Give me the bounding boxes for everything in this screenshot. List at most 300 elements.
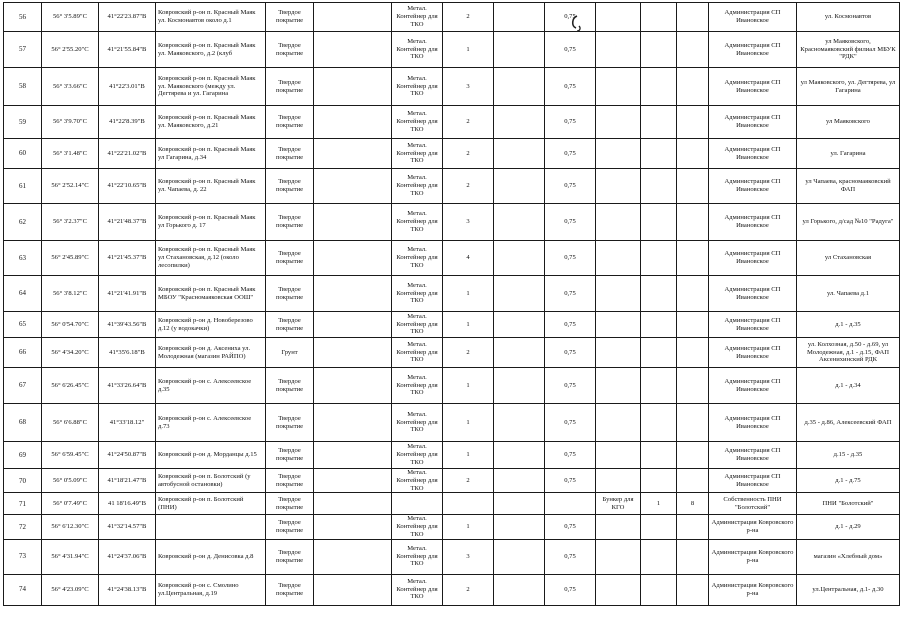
blank-cell — [314, 32, 392, 68]
bunker-count-cell — [641, 32, 677, 68]
surface-cell: Твердое покрытие — [266, 493, 314, 515]
longitude-cell: 41°24'38.13"В — [99, 574, 156, 605]
container-volume-cell: 0,75 — [545, 312, 596, 338]
container-volume-cell: 0,75 — [545, 276, 596, 312]
blank-cell — [494, 3, 545, 32]
blank-cell — [494, 493, 545, 515]
bunker-type-cell — [596, 32, 641, 68]
container-count-cell: 2 — [443, 469, 494, 493]
address-cell: Ковровский р-он п. Красный Маяк ул. Космонавтов около д.1 — [156, 3, 266, 32]
container-count-cell: 2 — [443, 574, 494, 605]
longitude-cell: 41°22'23.87"В — [99, 3, 156, 32]
row-number: 70 — [4, 469, 42, 493]
address-cell: Ковровский р-он п. Красный Маяк ул Стахановская, д.12 (около лесопилки) — [156, 241, 266, 276]
container-volume-cell: 0,75 — [545, 368, 596, 404]
owner-cell: Администрация СП Ивановское — [709, 404, 797, 442]
bunker-type-cell — [596, 106, 641, 139]
waste-source-cell: ул Стахановская — [797, 241, 900, 276]
blank-cell — [314, 515, 392, 539]
address-cell: Ковровский р-он п. Красный Маяк ул. Маяковского (между ул. Дегтярева и ул. Гагарина — [156, 68, 266, 106]
latitude-cell: 56° 6'12.30"С — [42, 515, 99, 539]
table-body — [4, 3, 900, 606]
container-count-cell: 3 — [443, 539, 494, 574]
latitude-cell: 56° 2'45.89"С — [42, 241, 99, 276]
address-cell: Ковровский р-он п. Красный Маяк ул Горького д. 17 — [156, 204, 266, 241]
container-volume-cell: 0,75 — [545, 68, 596, 106]
container-volume-cell: 0,75 — [545, 515, 596, 539]
surface-cell: Твердое покрытие — [266, 68, 314, 106]
table-row — [4, 338, 900, 368]
owner-cell: Собственность ПНИ "Болотский" — [709, 493, 797, 515]
blank-cell — [494, 539, 545, 574]
table-row — [4, 204, 900, 241]
owner-cell: Администрация СП Ивановское — [709, 442, 797, 469]
container-volume-cell: 0,75 — [545, 241, 596, 276]
container-type-cell: Метал. Контейнер для ТКО — [392, 241, 443, 276]
bunker-type-cell — [596, 312, 641, 338]
bunker-type-cell — [596, 338, 641, 368]
table-row — [4, 312, 900, 338]
row-number: 58 — [4, 68, 42, 106]
latitude-cell: 56° 3'8.12"С — [42, 276, 99, 312]
blank-cell — [314, 68, 392, 106]
container-type-cell: Метал. Контейнер для ТКО — [392, 539, 443, 574]
waste-source-cell: д.1 - д.29 — [797, 515, 900, 539]
address-cell: Ковровский р-он п. Болотский (ПНИ) — [156, 493, 266, 515]
latitude-cell: 56° 0'5.09"С — [42, 469, 99, 493]
blank-cell — [314, 204, 392, 241]
address-cell: Ковровский р-он д. Новоберезово д.12 (у водокачки) — [156, 312, 266, 338]
bunker-volume-cell — [677, 442, 709, 469]
surface-cell: Грунт — [266, 338, 314, 368]
blank-cell — [314, 469, 392, 493]
container-volume-cell: 0,75 — [545, 169, 596, 204]
surface-cell: Твердое покрытие — [266, 241, 314, 276]
row-number: 67 — [4, 368, 42, 404]
bunker-volume-cell — [677, 276, 709, 312]
bunker-type-cell — [596, 404, 641, 442]
waste-source-cell: ул Маяковского, Красномаяковский филиал МБУК "РДК" — [797, 32, 900, 68]
owner-cell: Администрация Ковровского р-на — [709, 574, 797, 605]
bunker-count-cell — [641, 338, 677, 368]
blank-cell — [314, 442, 392, 469]
blank-cell — [494, 368, 545, 404]
row-number: 56 — [4, 3, 42, 32]
container-type-cell: Метал. Контейнер для ТКО — [392, 574, 443, 605]
waste-source-cell: д.1 - д.34 — [797, 368, 900, 404]
row-number: 62 — [4, 204, 42, 241]
bunker-count-cell — [641, 106, 677, 139]
latitude-cell: 56° 2'52.14"С — [42, 169, 99, 204]
row-number: 71 — [4, 493, 42, 515]
container-volume-cell: 0,75 — [545, 574, 596, 605]
latitude-cell: 56° 4'23.09"С — [42, 574, 99, 605]
bunker-count-cell — [641, 312, 677, 338]
container-type-cell: Метал. Контейнер для ТКО — [392, 442, 443, 469]
bunker-volume-cell — [677, 241, 709, 276]
container-count-cell: 2 — [443, 139, 494, 169]
table-row — [4, 3, 900, 32]
longitude-cell: 41°21'55.84"В — [99, 32, 156, 68]
surface-cell: Твердое покрытие — [266, 368, 314, 404]
container-type-cell: Метал. Контейнер для ТКО — [392, 106, 443, 139]
address-cell: Ковровский р-он п. Красный Маяк ул. Чапаева, д. 22 — [156, 169, 266, 204]
container-type-cell: Метал. Контейнер для ТКО — [392, 276, 443, 312]
container-count-cell: 1 — [443, 442, 494, 469]
surface-cell: Твердое покрытие — [266, 404, 314, 442]
blank-cell — [314, 106, 392, 139]
longitude-cell: 41°33'26.64"В — [99, 368, 156, 404]
blank-cell — [314, 3, 392, 32]
table-row — [4, 368, 900, 404]
bunker-type-cell — [596, 469, 641, 493]
bunker-volume-cell — [677, 469, 709, 493]
address-cell: Ковровский р-он п. Красный Маяк МБОУ "Красномаяковская ООШ" — [156, 276, 266, 312]
waste-source-cell: ул Маяковского, ул. Дегтярева, ул Гагарина — [797, 68, 900, 106]
bunker-count-cell — [641, 515, 677, 539]
container-type-cell: Метал. Контейнер для ТКО — [392, 404, 443, 442]
container-volume-cell: 0,75 — [545, 106, 596, 139]
waste-sites-table — [3, 2, 900, 606]
table-row — [4, 139, 900, 169]
bunker-volume-cell — [677, 204, 709, 241]
blank-cell — [314, 276, 392, 312]
blank-cell — [494, 515, 545, 539]
row-number: 66 — [4, 338, 42, 368]
table-row — [4, 493, 900, 515]
address-cell: Ковровский р-он д. Аксениха ул. Молодежная (магазин РАЙПО) — [156, 338, 266, 368]
bunker-volume-cell — [677, 404, 709, 442]
container-type-cell: Метал. Контейнер для ТКО — [392, 204, 443, 241]
bunker-volume-cell — [677, 139, 709, 169]
latitude-cell: 56° 0'54.70"С — [42, 312, 99, 338]
container-volume-cell — [545, 493, 596, 515]
bunker-type-cell — [596, 368, 641, 404]
table-row — [4, 169, 900, 204]
container-volume-cell: 0,75 — [545, 404, 596, 442]
owner-cell: Администрация Ковровского р-на — [709, 539, 797, 574]
waste-source-cell: ул. Колхозная, д.50 - д.69, ул Молодежная, д.1 - д.15, ФАП Аксенихинский РДК — [797, 338, 900, 368]
bunker-volume-cell — [677, 3, 709, 32]
owner-cell: Администрация СП Ивановское — [709, 3, 797, 32]
bunker-count-cell — [641, 276, 677, 312]
bunker-volume-cell — [677, 515, 709, 539]
bunker-type-cell — [596, 241, 641, 276]
longitude-cell: 41°32'14.57"В — [99, 515, 156, 539]
bunker-type-cell — [596, 139, 641, 169]
row-number: 69 — [4, 442, 42, 469]
latitude-cell: 56° 3'3.66"С — [42, 68, 99, 106]
bunker-volume-cell: 8 — [677, 493, 709, 515]
blank-cell — [494, 241, 545, 276]
waste-source-cell: ул. Космонавтов — [797, 3, 900, 32]
surface-cell: Твердое покрытие — [266, 3, 314, 32]
surface-cell: Твердое покрытие — [266, 204, 314, 241]
row-number: 64 — [4, 276, 42, 312]
latitude-cell: 56° 3'2.37"С — [42, 204, 99, 241]
longitude-cell: 41°24'50.87"В — [99, 442, 156, 469]
owner-cell: Администрация СП Ивановское — [709, 469, 797, 493]
table-row — [4, 241, 900, 276]
waste-source-cell: ул Горького, д/сад №10 "Радуга" — [797, 204, 900, 241]
container-volume-cell: 0,75 — [545, 32, 596, 68]
address-cell: Ковровский р-он д. Морданцы д.15 — [156, 442, 266, 469]
waste-source-cell: магазин «Хлебный дом» — [797, 539, 900, 574]
blank-cell — [314, 169, 392, 204]
waste-source-cell: ул.Центральная, д.1- д.30 — [797, 574, 900, 605]
bunker-count-cell: 1 — [641, 493, 677, 515]
bunker-count-cell — [641, 539, 677, 574]
table-row — [4, 515, 900, 539]
bunker-type-cell — [596, 68, 641, 106]
bunker-count-cell — [641, 404, 677, 442]
bunker-count-cell — [641, 68, 677, 106]
table-row — [4, 32, 900, 68]
bunker-volume-cell — [677, 368, 709, 404]
bunker-count-cell — [641, 241, 677, 276]
owner-cell: Администрация СП Ивановское — [709, 139, 797, 169]
blank-cell — [494, 574, 545, 605]
bunker-count-cell — [641, 3, 677, 32]
bunker-volume-cell — [677, 68, 709, 106]
table-row — [4, 68, 900, 106]
surface-cell: Твердое покрытие — [266, 169, 314, 204]
bunker-count-cell — [641, 204, 677, 241]
container-count-cell: 1 — [443, 32, 494, 68]
container-volume-cell: 0,75 — [545, 3, 596, 32]
container-type-cell: Метал. Контейнер для ТКО — [392, 32, 443, 68]
longitude-cell: 41°24'37.06"В — [99, 539, 156, 574]
longitude-cell: 41°21'41.91"В — [99, 276, 156, 312]
container-count-cell: 1 — [443, 312, 494, 338]
container-count-cell: 1 — [443, 404, 494, 442]
surface-cell: Твердое покрытие — [266, 539, 314, 574]
table-row — [4, 106, 900, 139]
latitude-cell: 56° 0'7.49"С — [42, 493, 99, 515]
container-type-cell: Метал. Контейнер для ТКО — [392, 368, 443, 404]
surface-cell: Твердое покрытие — [266, 574, 314, 605]
blank-cell — [494, 404, 545, 442]
blank-cell — [314, 241, 392, 276]
latitude-cell: 56° 6'59.45"С — [42, 442, 99, 469]
blank-cell — [494, 276, 545, 312]
owner-cell: Администрация СП Ивановское — [709, 241, 797, 276]
row-number: 65 — [4, 312, 42, 338]
longitude-cell: 41°39'43.56"В — [99, 312, 156, 338]
container-count-cell: 1 — [443, 515, 494, 539]
surface-cell: Твердое покрытие — [266, 469, 314, 493]
longitude-cell: 41°21'45.37"В — [99, 241, 156, 276]
blank-cell — [314, 493, 392, 515]
row-number: 74 — [4, 574, 42, 605]
container-count-cell: 1 — [443, 368, 494, 404]
bunker-volume-cell — [677, 312, 709, 338]
container-count-cell: 2 — [443, 3, 494, 32]
blank-cell — [494, 338, 545, 368]
longitude-cell: 41°22'8.39"В — [99, 106, 156, 139]
address-cell: Ковровский р-он с. Алексеевское д.35 — [156, 368, 266, 404]
blank-cell — [314, 338, 392, 368]
owner-cell: Администрация СП Ивановское — [709, 204, 797, 241]
bunker-type-cell — [596, 515, 641, 539]
address-cell: Ковровский р-он д. Денисовка д.8 — [156, 539, 266, 574]
bunker-volume-cell — [677, 574, 709, 605]
address-cell: Ковровский р-он с. Смолино ул.Центральная, д.19 — [156, 574, 266, 605]
blank-cell — [314, 539, 392, 574]
blank-cell — [494, 68, 545, 106]
longitude-cell: 41°21'48.37"В — [99, 204, 156, 241]
bunker-type-cell — [596, 539, 641, 574]
row-number: 72 — [4, 515, 42, 539]
address-cell — [156, 515, 266, 539]
owner-cell: Администрация СП Ивановское — [709, 32, 797, 68]
bunker-type-cell — [596, 169, 641, 204]
bunker-volume-cell — [677, 32, 709, 68]
longitude-cell: 41°22'21.02"В — [99, 139, 156, 169]
row-number: 61 — [4, 169, 42, 204]
bunker-count-cell — [641, 368, 677, 404]
row-number: 68 — [4, 404, 42, 442]
blank-cell — [494, 312, 545, 338]
container-type-cell: Метал. Контейнер для ТКО — [392, 169, 443, 204]
latitude-cell: 56° 4'31.94"С — [42, 539, 99, 574]
container-count-cell: 2 — [443, 338, 494, 368]
bunker-type-cell — [596, 3, 641, 32]
owner-cell: Администрация СП Ивановское — [709, 169, 797, 204]
container-type-cell: Метал. Контейнер для ТКО — [392, 469, 443, 493]
longitude-cell: 41°18'21.47"В — [99, 469, 156, 493]
container-count-cell: 2 — [443, 106, 494, 139]
blank-cell — [314, 312, 392, 338]
table-row — [4, 404, 900, 442]
waste-source-cell: д.15 - д.35 — [797, 442, 900, 469]
bunker-type-cell — [596, 442, 641, 469]
latitude-cell: 56° 3'1.48"С — [42, 139, 99, 169]
blank-cell — [314, 404, 392, 442]
longitude-cell: 41°35'6.18"В — [99, 338, 156, 368]
surface-cell: Твердое покрытие — [266, 276, 314, 312]
container-volume-cell: 0,75 — [545, 469, 596, 493]
latitude-cell: 56° 3'5.89"С — [42, 3, 99, 32]
longitude-cell: 41°22'3.01"В — [99, 68, 156, 106]
table-row — [4, 442, 900, 469]
bunker-volume-cell — [677, 539, 709, 574]
longitude-cell: 41°22'10.65"В — [99, 169, 156, 204]
owner-cell: Администрация СП Ивановское — [709, 276, 797, 312]
container-count-cell: 3 — [443, 68, 494, 106]
bunker-count-cell — [641, 574, 677, 605]
latitude-cell: 56° 2'55.20"С — [42, 32, 99, 68]
container-volume-cell: 0,75 — [545, 338, 596, 368]
latitude-cell: 56° 3'9.70"С — [42, 106, 99, 139]
surface-cell: Твердое покрытие — [266, 106, 314, 139]
blank-cell — [314, 368, 392, 404]
table-row — [4, 276, 900, 312]
waste-source-cell: ул Маяковского — [797, 106, 900, 139]
row-number: 57 — [4, 32, 42, 68]
container-count-cell: 2 — [443, 169, 494, 204]
blank-cell — [494, 204, 545, 241]
waste-source-cell: ул. Чапаева д.1 — [797, 276, 900, 312]
address-cell: Ковровский р-он п. Красный Маяк ул Гагарина, д.34 — [156, 139, 266, 169]
row-number: 63 — [4, 241, 42, 276]
container-type-cell: Метал. Контейнер для ТКО — [392, 515, 443, 539]
bunker-volume-cell — [677, 169, 709, 204]
waste-source-cell: ул. Гагарина — [797, 139, 900, 169]
longitude-cell: 41°33'18.12" — [99, 404, 156, 442]
blank-cell — [494, 469, 545, 493]
blank-cell — [314, 574, 392, 605]
longitude-cell: 41 18'16.49"В — [99, 493, 156, 515]
bunker-volume-cell — [677, 338, 709, 368]
bunker-count-cell — [641, 139, 677, 169]
latitude-cell: 56° 6'26.45"С — [42, 368, 99, 404]
address-cell: Ковровский р-он п. Болотский (у автобусной остановки) — [156, 469, 266, 493]
owner-cell: Администрация СП Ивановское — [709, 312, 797, 338]
surface-cell: Твердое покрытие — [266, 515, 314, 539]
container-type-cell: Метал. Контейнер для ТКО — [392, 68, 443, 106]
address-cell: Ковровский р-он п. Красный Маяк ул. Маяковского, д.21 — [156, 106, 266, 139]
waste-source-cell: д.1 - д.75 — [797, 469, 900, 493]
owner-cell: Администрация СП Ивановское — [709, 338, 797, 368]
owner-cell: Администрация СП Ивановское — [709, 106, 797, 139]
bunker-type-cell — [596, 574, 641, 605]
blank-cell — [314, 139, 392, 169]
surface-cell: Твердое покрытие — [266, 139, 314, 169]
container-count-cell: 4 — [443, 241, 494, 276]
address-cell: Ковровский р-он с. Алексеевское д.73 — [156, 404, 266, 442]
blank-cell — [494, 169, 545, 204]
container-type-cell: Метал. Контейнер для ТКО — [392, 338, 443, 368]
bunker-count-cell — [641, 469, 677, 493]
bunker-type-cell: Бункер для КГО — [596, 493, 641, 515]
owner-cell: Администрация Ковровского р-на — [709, 515, 797, 539]
bunker-count-cell — [641, 442, 677, 469]
waste-source-cell: д.35 - д.86, Алексеевский ФАП — [797, 404, 900, 442]
container-type-cell: Метал. Контейнер для ТКО — [392, 312, 443, 338]
container-volume-cell: 0,75 — [545, 539, 596, 574]
container-volume-cell: 0,75 — [545, 442, 596, 469]
blank-cell — [494, 32, 545, 68]
waste-source-cell: ПНИ "Болотский" — [797, 493, 900, 515]
blank-cell — [494, 442, 545, 469]
bunker-volume-cell — [677, 106, 709, 139]
container-type-cell — [392, 493, 443, 515]
latitude-cell: 56° 6'6.88"С — [42, 404, 99, 442]
container-type-cell: Метал. Контейнер для ТКО — [392, 139, 443, 169]
table-row — [4, 574, 900, 605]
surface-cell: Твердое покрытие — [266, 32, 314, 68]
container-count-cell — [443, 493, 494, 515]
owner-cell: Администрация СП Ивановское — [709, 368, 797, 404]
document-page — [3, 2, 900, 606]
surface-cell: Твердое покрытие — [266, 312, 314, 338]
bunker-type-cell — [596, 276, 641, 312]
container-volume-cell: 0,75 — [545, 204, 596, 241]
waste-source-cell: ул Чапаева, красномаяковский ФАП — [797, 169, 900, 204]
surface-cell: Твердое покрытие — [266, 442, 314, 469]
row-number: 60 — [4, 139, 42, 169]
blank-cell — [494, 139, 545, 169]
bunker-count-cell — [641, 169, 677, 204]
waste-source-cell: д.1 - д.35 — [797, 312, 900, 338]
container-type-cell: Метал. Контейнер для ТКО — [392, 3, 443, 32]
address-cell: Ковровский р-он п. Красный Маяк ул. Маяковского, д.2 (клуб — [156, 32, 266, 68]
container-count-cell: 3 — [443, 204, 494, 241]
owner-cell: Администрация СП Ивановское — [709, 68, 797, 106]
container-count-cell: 1 — [443, 276, 494, 312]
row-number: 59 — [4, 106, 42, 139]
